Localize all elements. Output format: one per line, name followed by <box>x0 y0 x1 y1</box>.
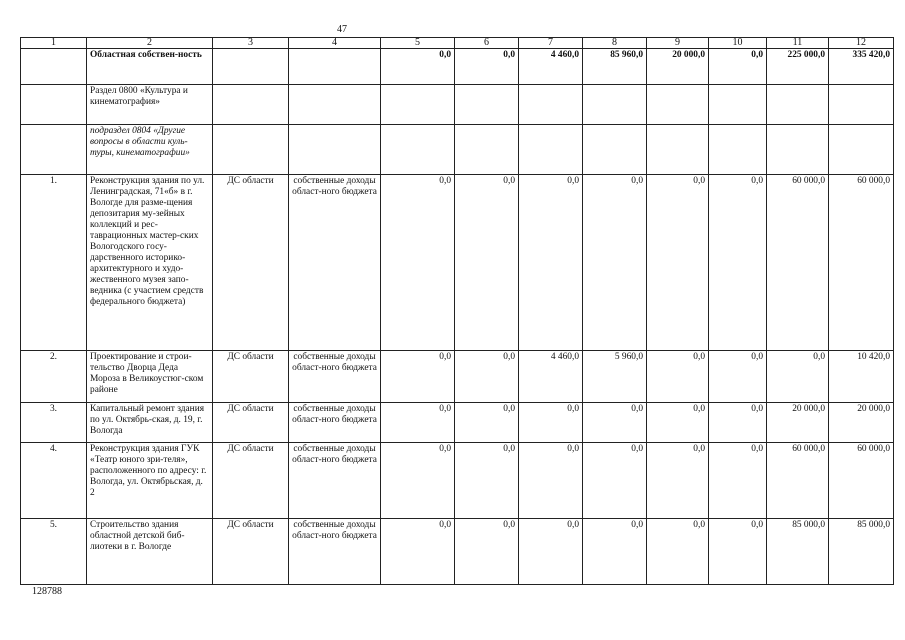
project-name: Капитальный ремонт здания по ул. Октябрь-ская, д. 19, г. Вологда <box>87 403 213 443</box>
table-row <box>21 403 894 443</box>
table-cell <box>213 49 289 85</box>
project-name: Реконструкция здания по ул. Ленинградская, 71«б» в г. Вологде для разме-щения депозитария му-зейных коллекций и рес-таврационных мастер-ских Вологодского госу-дарственного историко-архитектурного и худо-жественного музея запо-ведника (с участием средств федерального бюджета) <box>87 175 213 351</box>
summary-row <box>21 49 894 85</box>
value-cell: 0,0 <box>709 351 767 403</box>
value-cell: 0,0 <box>455 443 519 519</box>
section-name: Раздел 0800 «Культура и кинематография» <box>87 85 213 125</box>
summary-value: 225 000,0 <box>767 49 829 85</box>
value-cell: 0,0 <box>709 403 767 443</box>
value-cell: 0,0 <box>583 443 647 519</box>
value-cell: 0,0 <box>519 175 583 351</box>
customer: ДС области <box>213 403 289 443</box>
table-cell <box>21 85 87 125</box>
summary-value: 335 420,0 <box>829 49 894 85</box>
row-number: 5. <box>21 519 87 585</box>
value-cell: 0,0 <box>381 403 455 443</box>
value-cell: 0,0 <box>709 175 767 351</box>
column-number: 9 <box>647 38 709 49</box>
summary-value: 0,0 <box>381 49 455 85</box>
table-cell <box>21 125 87 175</box>
value-cell: 0,0 <box>519 403 583 443</box>
document-code: 128788 <box>32 586 62 597</box>
value-cell: 0,0 <box>583 519 647 585</box>
column-number: 6 <box>455 38 519 49</box>
value-cell: 0,0 <box>455 403 519 443</box>
page-number: 47 <box>337 24 347 35</box>
section-row <box>21 85 894 125</box>
customer: ДС области <box>213 351 289 403</box>
value-cell: 20 000,0 <box>767 403 829 443</box>
value-cell: 0,0 <box>519 443 583 519</box>
subsection-row <box>21 125 894 175</box>
column-number: 8 <box>583 38 647 49</box>
value-cell: 0,0 <box>519 519 583 585</box>
subsection-name: подраздел 0804 «Другие вопросы в области куль-туры, кинематографии» <box>87 125 213 175</box>
row-number: 3. <box>21 403 87 443</box>
column-number: 5 <box>381 38 455 49</box>
value-cell: 60 000,0 <box>767 175 829 351</box>
funding-source: собственные доходы област-ного бюджета <box>289 443 381 519</box>
customer: ДС области <box>213 443 289 519</box>
funding-source: собственные доходы област-ного бюджета <box>289 175 381 351</box>
value-cell: 0,0 <box>381 443 455 519</box>
table-cell <box>21 49 87 85</box>
summary-name: Областная собствен-ность <box>87 49 213 85</box>
value-cell: 20 000,0 <box>829 403 894 443</box>
value-cell: 5 960,0 <box>583 351 647 403</box>
table-row <box>21 351 894 403</box>
summary-value: 85 960,0 <box>583 49 647 85</box>
column-number: 7 <box>519 38 583 49</box>
value-cell: 0,0 <box>455 519 519 585</box>
value-cell: 0,0 <box>647 403 709 443</box>
value-cell: 0,0 <box>455 175 519 351</box>
value-cell: 0,0 <box>381 519 455 585</box>
project-name: Строительство здания областной детской биб-лиотеки в г. Вологде <box>87 519 213 585</box>
column-numbers-row <box>21 38 894 49</box>
value-cell: 85 000,0 <box>829 519 894 585</box>
value-cell: 0,0 <box>767 351 829 403</box>
value-cell: 60 000,0 <box>829 443 894 519</box>
table-row <box>21 175 894 351</box>
value-cell: 0,0 <box>381 351 455 403</box>
summary-value: 4 460,0 <box>519 49 583 85</box>
budget-table <box>20 37 894 585</box>
summary-value: 0,0 <box>709 49 767 85</box>
table-cell <box>289 49 381 85</box>
funding-source: собственные доходы област-ного бюджета <box>289 519 381 585</box>
column-number: 11 <box>767 38 829 49</box>
value-cell: 0,0 <box>647 519 709 585</box>
row-number: 1. <box>21 175 87 351</box>
value-cell: 10 420,0 <box>829 351 894 403</box>
column-number: 2 <box>87 38 213 49</box>
funding-source: собственные доходы област-ного бюджета <box>289 351 381 403</box>
funding-source: собственные доходы област-ного бюджета <box>289 403 381 443</box>
project-name: Реконструкция здания ГУК «Театр юного зри-теля», расположенного по адресу: г. Вологда, ул. Октябрьская, д. 2 <box>87 443 213 519</box>
column-number: 1 <box>21 38 87 49</box>
column-number: 4 <box>289 38 381 49</box>
column-number: 10 <box>709 38 767 49</box>
summary-value: 20 000,0 <box>647 49 709 85</box>
table-row <box>21 443 894 519</box>
value-cell: 60 000,0 <box>829 175 894 351</box>
project-name: Проектирование и строи-тельство Дворца Деда Мороза в Великоустюг-ском районе <box>87 351 213 403</box>
value-cell: 0,0 <box>709 443 767 519</box>
row-number: 4. <box>21 443 87 519</box>
summary-value: 0,0 <box>455 49 519 85</box>
value-cell: 0,0 <box>647 443 709 519</box>
column-number: 3 <box>213 38 289 49</box>
value-cell: 0,0 <box>455 351 519 403</box>
value-cell: 0,0 <box>381 175 455 351</box>
value-cell: 60 000,0 <box>767 443 829 519</box>
value-cell: 0,0 <box>583 175 647 351</box>
customer: ДС области <box>213 519 289 585</box>
value-cell: 0,0 <box>709 519 767 585</box>
customer: ДС области <box>213 175 289 351</box>
value-cell: 0,0 <box>647 351 709 403</box>
value-cell: 0,0 <box>647 175 709 351</box>
value-cell: 0,0 <box>583 403 647 443</box>
value-cell: 4 460,0 <box>519 351 583 403</box>
column-number: 12 <box>829 38 894 49</box>
row-number: 2. <box>21 351 87 403</box>
value-cell: 85 000,0 <box>767 519 829 585</box>
table-row <box>21 519 894 585</box>
